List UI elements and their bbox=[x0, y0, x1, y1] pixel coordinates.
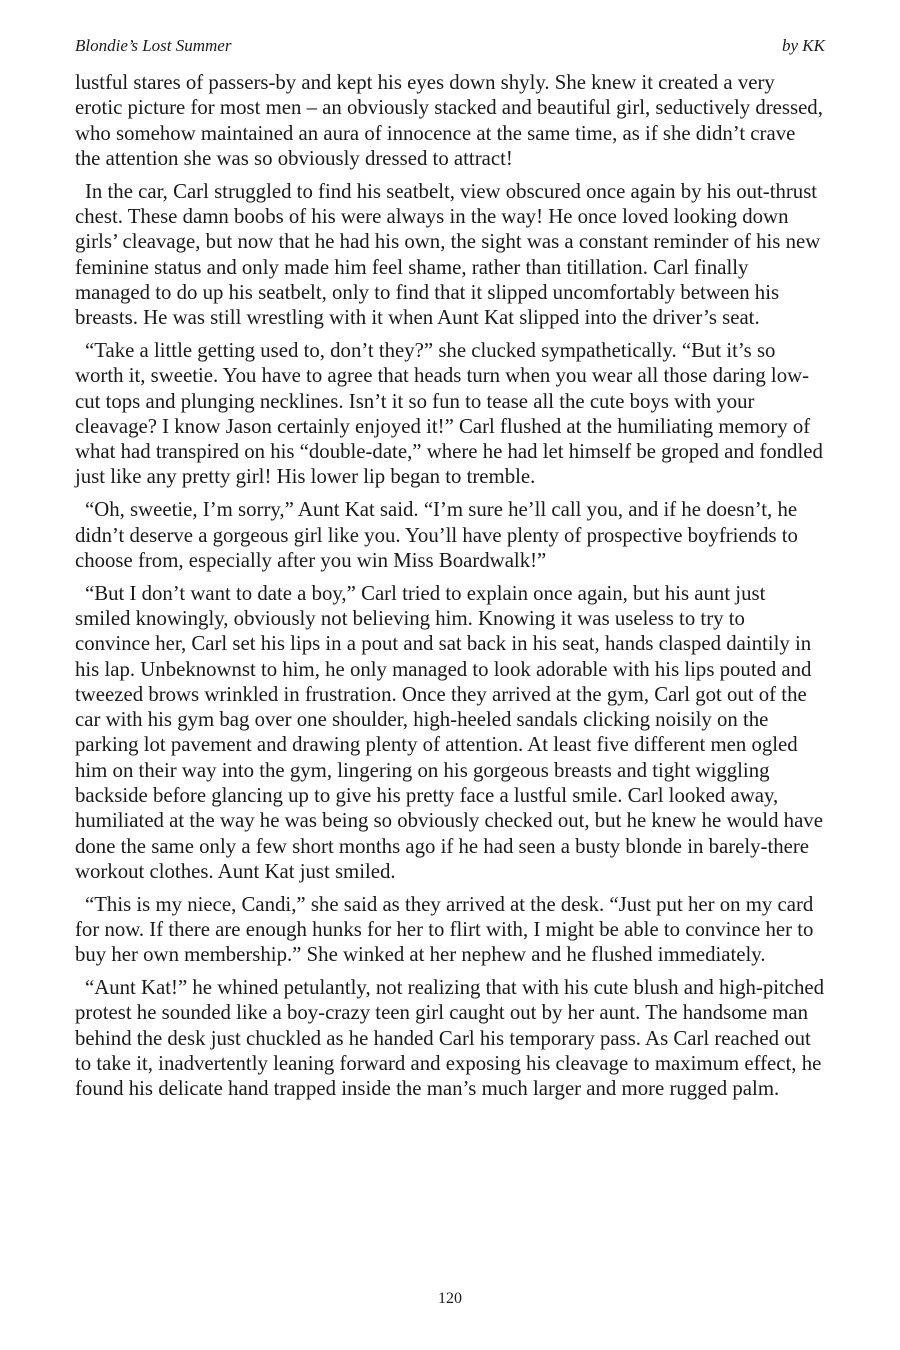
paragraph: “This is my niece, Candi,” she said as they arrived at the desk. “Just put her on my card for now. If there are enough hunks for her to flirt with, I might be able to convince her to buy her own membership.” She winked at her nephew and he flushed immediately. bbox=[75, 892, 814, 967]
paragraph: In the car, Carl struggled to find his seatbelt, view obscured once again by his out-thrust chest. These damn boobs of his were always in the way! He once loved looking down girls’ cleavage, but now that he had his own, the sight was a constant reminder of his new feminine status and only made him feel shame, rather than titillation. Carl finally managed to do up his seatbelt, only to find that it slipped uncomfortably between his breasts. He was still wrestling with it when Aunt Kat slipped into the driver’s seat. bbox=[75, 179, 821, 330]
running-header bbox=[75, 36, 825, 58]
page-number: 120 bbox=[438, 1290, 462, 1307]
paragraph: lustful stares of passers-by and kept his eyes down shyly. She knew it created a very erotic picture for most men – an obviously stacked and beautiful girl, seductively dressed, who somehow maintained an aura of innocence at the same time, as if she didn’t crave the attention she was so obviously dressed to attract! bbox=[75, 71, 823, 170]
paragraph: “Take a little getting used to, don’t they?” she clucked sympathetically. “But it’s so worth it, sweetie. You have to agree that heads turn when you wear all those daring low-cut tops and plunging necklines. Isn’t it so fun to tease all the cute boys with your cleavage? I know Jason certainly enjoyed it!” Carl flushed at the humiliating memory of what had transpired on his “double-date,” where he had let himself be groped and fondled just like any pretty girl! His lower lip began to tremble. bbox=[75, 338, 823, 489]
paragraph: “But I don’t want to date a boy,” Carl tried to explain once again, but his aunt just smiled knowingly, obviously not believing him. Knowing it was useless to try to convince her, Carl set his lips in a pout and sat back in his seat, hands clasped daintily in his lap. Unbeknownst to him, he only managed to look adorable with his lips pouted and tweezed brows wrinkled in frustration. Once they arrived at the gym, Carl got out of the car with his gym bag over one shoulder, high-heeled sandals clicking noisily on the parking lot pavement and drawing plenty of attention. At least five different men ogled him on their way into the gym, lingering on his gorgeous breasts and tight wiggling backside before glancing up to give his pretty face a lustful smile. Carl looked away, humiliated at the way he was being so obviously checked out, but he knew he would have done the same only a few short months ago if he had seen a busty blonde in barely-there workout clothes. Aunt Kat just smiled. bbox=[75, 581, 823, 883]
paragraph: “Aunt Kat!” he whined petulantly, not realizing that with his cute blush and high-pitched protest he sounded like a boy-crazy teen girl caught out by her aunt. The handsome man behind the desk just chuckled as he handed Carl his temporary pass. As Carl reached out to take it, inadvertently leaning forward and exposing his cleavage to maximum effect, he found his delicate hand trapped inside the man’s much larger and more rugged palm. bbox=[75, 976, 825, 1101]
author-credit: by KK bbox=[782, 36, 825, 55]
body-text bbox=[75, 70, 825, 1109]
book-title: Blondie’s Lost Summer bbox=[75, 36, 232, 55]
paragraph: “Oh, sweetie, I’m sorry,” Aunt Kat said. “I’m sure he’ll call you, and if he doesn’t, he didn’t deserve a gorgeous girl like you. You’ll have plenty of prospective boyfriends to choose from, especially after you win Miss Boardwalk!” bbox=[75, 498, 798, 572]
